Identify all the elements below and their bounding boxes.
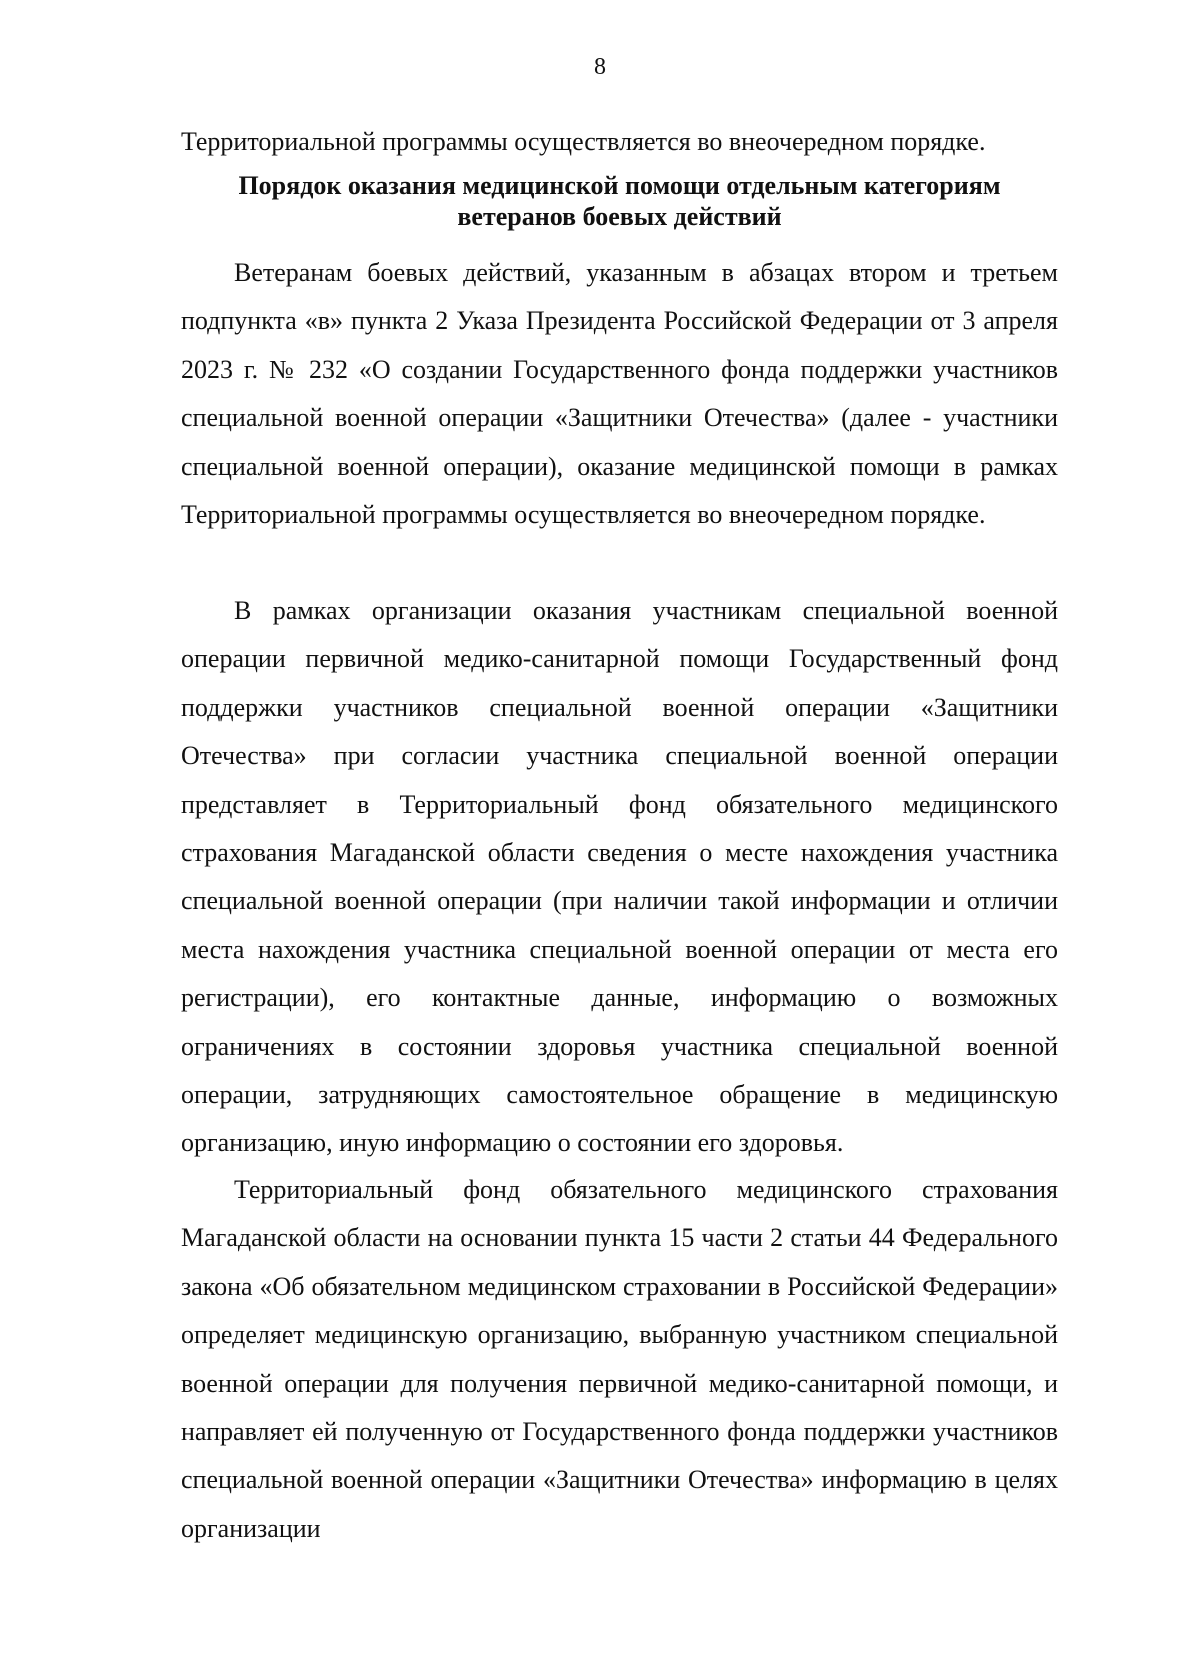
section-heading xyxy=(181,170,1058,232)
continuation-line: Территориальной программы осуществляется во внеочередном порядке. xyxy=(181,127,986,156)
paragraph-territorial-fund: Территориальный фонд обязательного медицинского страхования Магаданской области на основании пункта 15 части 2 статьи 44 Федерального закона «Об обязательном медицинском страховании в Российской Федерации» определяет медицинскую организацию, выбранную участником специальной военной операции для получения первичной медико-санитарной помощи, и направляет ей полученную от Государственного фонда поддержки участников специальной военной операции «Защитники Отечества» информацию в целях организации xyxy=(181,1175,1058,1543)
section-heading-line-1: Порядок оказания медицинской помощи отдельным категориям xyxy=(238,171,1001,200)
page-number: 8 xyxy=(594,54,606,80)
section-heading-line-2: ветеранов боевых действий xyxy=(457,202,782,231)
paragraph-veterans-priority: Ветеранам боевых действий, указанным в абзацах втором и третьем подпункта «в» пункта 2 Указа Президента Российской Федерации от 3 апреля 2023 г. № 232 «О создании Государственного фонда поддержки участников специальной военной операции «Защитники Отечества» (далее - участники специальной военной операции), оказание медицинской помощи в рамках Территориальной программы осуществляется во внеочередном порядке. xyxy=(181,258,1058,530)
paragraph-state-fund-info: В рамках организации оказания участникам специальной военной операции первичной медико-санитарной помощи Государственный фонд поддержки участников специальной военной операции «Защитники Отечества» при согласии участника специальной военной операции представляет в Территориальный фонд обязательного медицинского страхования Магаданской области сведения о месте нахождения участника специальной военной операции (при наличии такой информации и отличии места нахождения участника специальной военной операции от места его регистрации), его контактные данные, информацию о возможных ограничениях в состоянии здоровья участника специальной военной операции, затрудняющих самостоятельное обращение в медицинскую организацию, иную информацию о состоянии его здоровья. xyxy=(181,596,1058,1158)
